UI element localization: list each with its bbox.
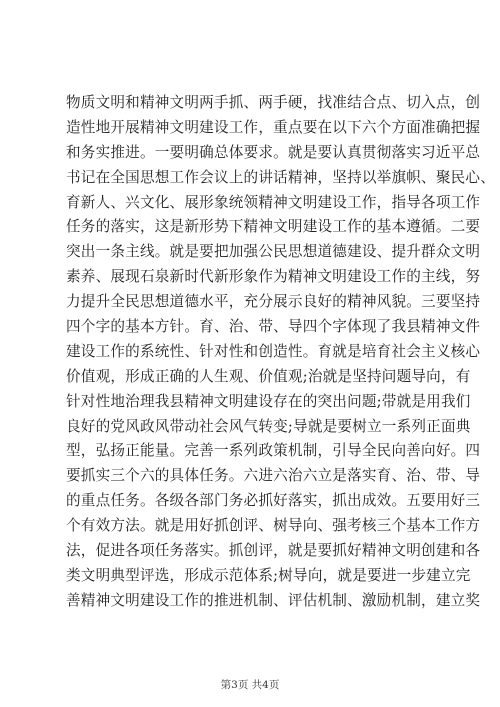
text-line: 物质文明和精神文明两手抓、两手硬，找准结合点、切入点，创 bbox=[66, 94, 481, 111]
text-line: 要抓实三个六的具体任务。六进六治六立是落实育、治、带、导 bbox=[66, 467, 481, 485]
text-line: 针对性地治理我县精神文明建设存在的突出问题;带就是用我们 bbox=[66, 392, 471, 410]
text-line: 和务实推进。一要明确总体要求。就是要认真贯彻落实习近平总 bbox=[66, 143, 481, 161]
text-line: 的重点任务。各级各部门务必抓好落实，抓出成效。五要用好三 bbox=[66, 492, 481, 510]
text-line: 型，弘扬正能量。完善一系列政策机制，引导全民向善向好。四 bbox=[66, 442, 481, 460]
text-line: 突出一条主线。就是要把加强公民思想道德建设、提升群众文明 bbox=[66, 243, 481, 261]
text-line: 良好的党风政风带动社会风气转变;导就是要树立一系列正面典 bbox=[66, 417, 471, 435]
text-line: 个有效方法。就是用好抓创评、树导向、强考核三个基本工作方 bbox=[66, 517, 481, 535]
text-line: 育新人、兴文化、展形象统领精神文明建设工作，指导各项工作 bbox=[66, 193, 481, 211]
text-line: 书记在全国思想工作会议上的讲话精神，坚持以举旗帜、聚民心、 bbox=[66, 168, 496, 186]
text-line: 任务的落实，这是新形势下精神文明建设工作的基本遵循。二要 bbox=[66, 218, 481, 236]
body-text bbox=[66, 91, 496, 614]
text-line: 法，促进各项任务落实。抓创评，就是要抓好精神文明创建和各 bbox=[66, 542, 481, 560]
text-line: 造性地开展精神文明建设工作，重点要在以下六个方面准确把握 bbox=[66, 118, 481, 136]
text-line: 素养、展现石泉新时代新形象作为精神文明建设工作的主线，努 bbox=[66, 268, 481, 286]
text-line: 建设工作的系统性、针对性和创造性。育就是培育社会主义核心 bbox=[66, 342, 481, 360]
text-line: 善精神文明建设工作的推进机制、评估机制、激励机制，建立奖 bbox=[66, 591, 481, 609]
text-line: 价值观，形成正确的人生观、价值观;治就是坚持问题导向，有 bbox=[66, 367, 471, 385]
page-number-footer: 第3页 共4页 bbox=[220, 679, 280, 691]
text-line: 四个字的基本方针。育、治、带、导四个字体现了我县精神文件 bbox=[66, 318, 481, 336]
text-line: 类文明典型评选，形成示范体系;树导向，就是要进一步建立完 bbox=[66, 566, 471, 584]
text-line: 力提升全民思想道德水平，充分展示良好的精神风貌。三要坚持 bbox=[66, 293, 481, 311]
